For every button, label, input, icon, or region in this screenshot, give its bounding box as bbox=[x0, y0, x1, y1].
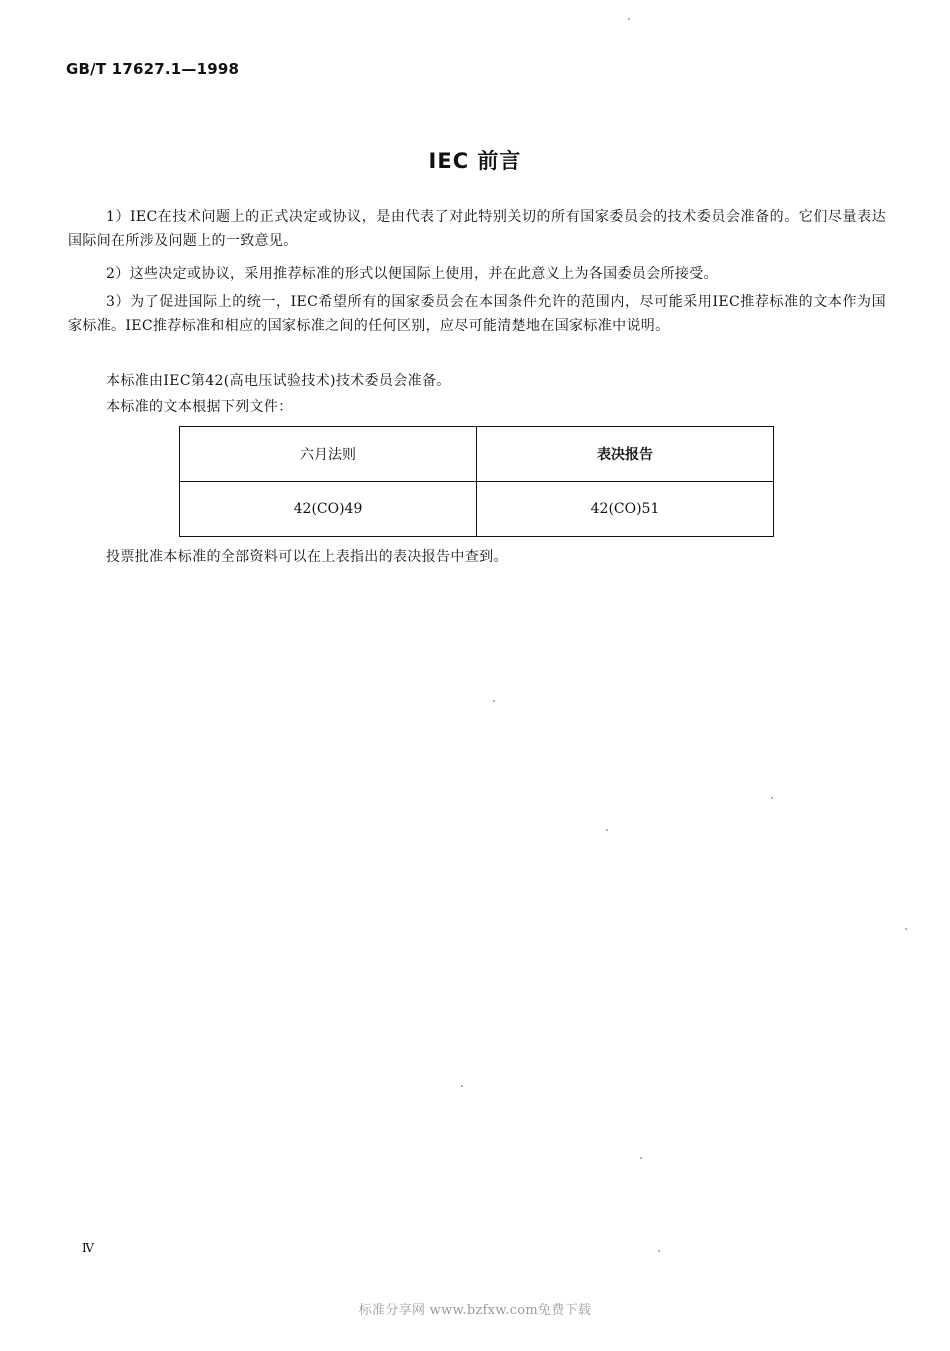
table-header-row bbox=[180, 427, 774, 482]
table-row bbox=[180, 482, 774, 537]
footer-watermark: 标准分享网 www.bzfxw.com免费下载 bbox=[358, 1303, 592, 1318]
scan-speck bbox=[493, 700, 495, 702]
documents-table bbox=[179, 426, 774, 537]
scan-speck bbox=[771, 797, 773, 799]
paragraph-4: 本标准由IEC第42(高电压试验技术)技术委员会准备。 bbox=[106, 373, 451, 389]
scan-speck bbox=[606, 829, 608, 831]
paragraph-1: 1）IEC在技术问题上的正式决定或协议，是由代表了对此特别关切的所有国家委员会的技术委员会准备的。它们尽量表达国际间在所涉及问题上的一致意见。 bbox=[68, 209, 886, 249]
paragraph-5: 本标准的文本根据下列文件： bbox=[106, 399, 293, 415]
page-number: Ⅳ bbox=[82, 1241, 94, 1255]
table-cell: 42(CO)51 bbox=[477, 482, 774, 537]
page-title: IEC 前言 bbox=[428, 149, 522, 173]
table-header-cell: 六月法则 bbox=[180, 427, 477, 482]
paragraph-6: 投票批准本标准的全部资料可以在上表指出的表决报告中查到。 bbox=[106, 549, 508, 565]
standard-number: GB/T 17627.1—1998 bbox=[66, 60, 240, 78]
scan-speck bbox=[658, 1250, 660, 1252]
table-header-cell: 表决报告 bbox=[477, 427, 774, 482]
scan-speck bbox=[640, 1157, 642, 1159]
paragraph-3: 3）为了促进国际上的统一，IEC希望所有的国家委员会在本国条件允许的范围内，尽可能采用IEC推荐标准的文本作为国家标准。IEC推荐标准和相应的国家标准之间的任何区别，应尽可能清楚地在国家标准中说明。 bbox=[68, 294, 886, 334]
scan-speck bbox=[628, 18, 630, 20]
table-cell: 42(CO)49 bbox=[180, 482, 477, 537]
scan-speck bbox=[905, 928, 907, 930]
scan-speck bbox=[461, 1085, 463, 1087]
paragraph-2: 2）这些决定或协议，采用推荐标准的形式以便国际上使用，并在此意义上为各国委员会所接受。 bbox=[106, 266, 718, 282]
